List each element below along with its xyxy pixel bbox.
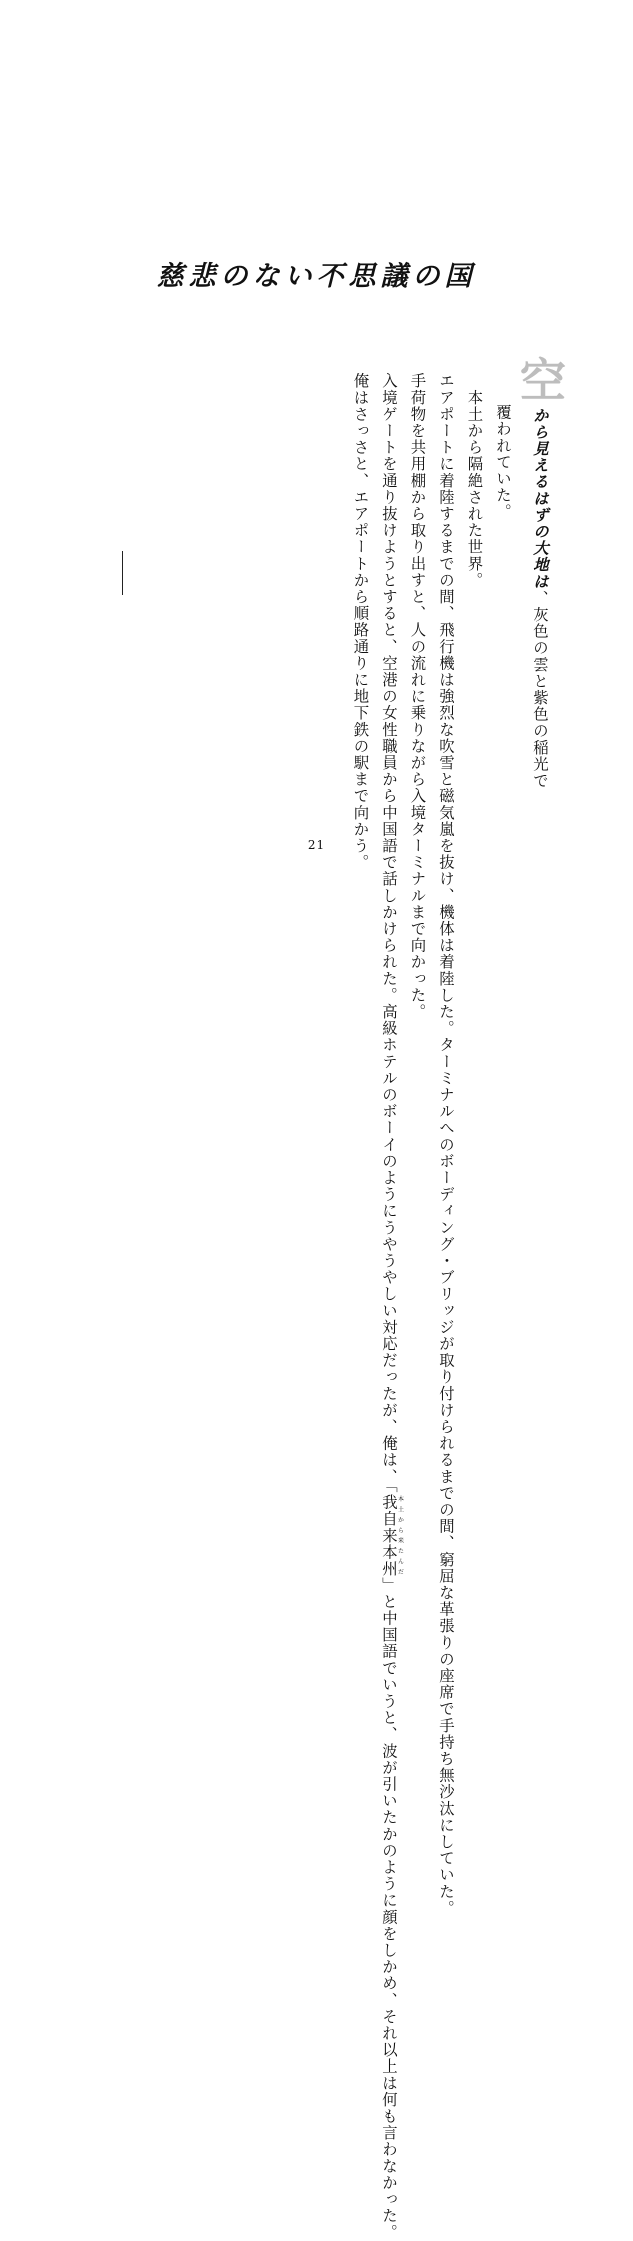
paragraph-6-text: 俺はさっさと、エアポートから順路通りに地下鉄の駅まで向かう。 [351, 372, 370, 871]
paragraph-1-continuation: 覆われていた。 [494, 404, 512, 521]
lead-in-bold: から見えるはずの大地は [531, 407, 549, 590]
paragraph-5-text-a: 入境ゲートを通り抜けようとすると、空港の女性職員から中国語で話しかけられた。高級ホテルのボーイのようにうやうやしい対応だったが、俺は、「 [380, 372, 398, 1494]
ruby-annotation [380, 1493, 404, 1577]
paragraph-3-text: エアポートに着陸するまでの間、飛行機は強烈な吹雪と磁気嵐を抜け、機体は着陸した。ターミナルへのボーディング・ブリッジが取り付けられるまでの間、窮屈な革張りの座席で手持ち無沙汰にしていた。 [437, 372, 455, 1917]
paragraph-2 [460, 356, 489, 806]
paragraph-5-text-b: 」と中国語でいうと、波が引いたかのように顔をしかめ、それ以上は何も言わなかった。 [380, 1576, 398, 2241]
paragraph-5 [375, 356, 404, 2241]
ruby-base: 我自来本州 [380, 1493, 398, 1577]
margin-rule [122, 551, 123, 595]
paragraph-1-text: 、灰色の雲と紫色の稲光で [531, 589, 549, 790]
paragraph-4 [403, 356, 432, 1021]
page-number: 21 [307, 838, 326, 852]
ruby-reading: 本土から来たんだ [396, 1493, 404, 1577]
paragraph-2-text: 本土から隔絶された世界。 [465, 389, 484, 589]
paragraph-6 [346, 356, 375, 871]
paragraph-4-text: 手荷物を共用棚から取り出すと、人の流れに乗りながら入境ターミナルまで向かった。 [408, 372, 427, 1021]
paragraph-1 [513, 356, 567, 806]
paragraph-3 [432, 356, 461, 1917]
drop-cap: 空 [513, 356, 567, 404]
chapter-title: 慈悲のない不思議の国 [156, 261, 477, 292]
